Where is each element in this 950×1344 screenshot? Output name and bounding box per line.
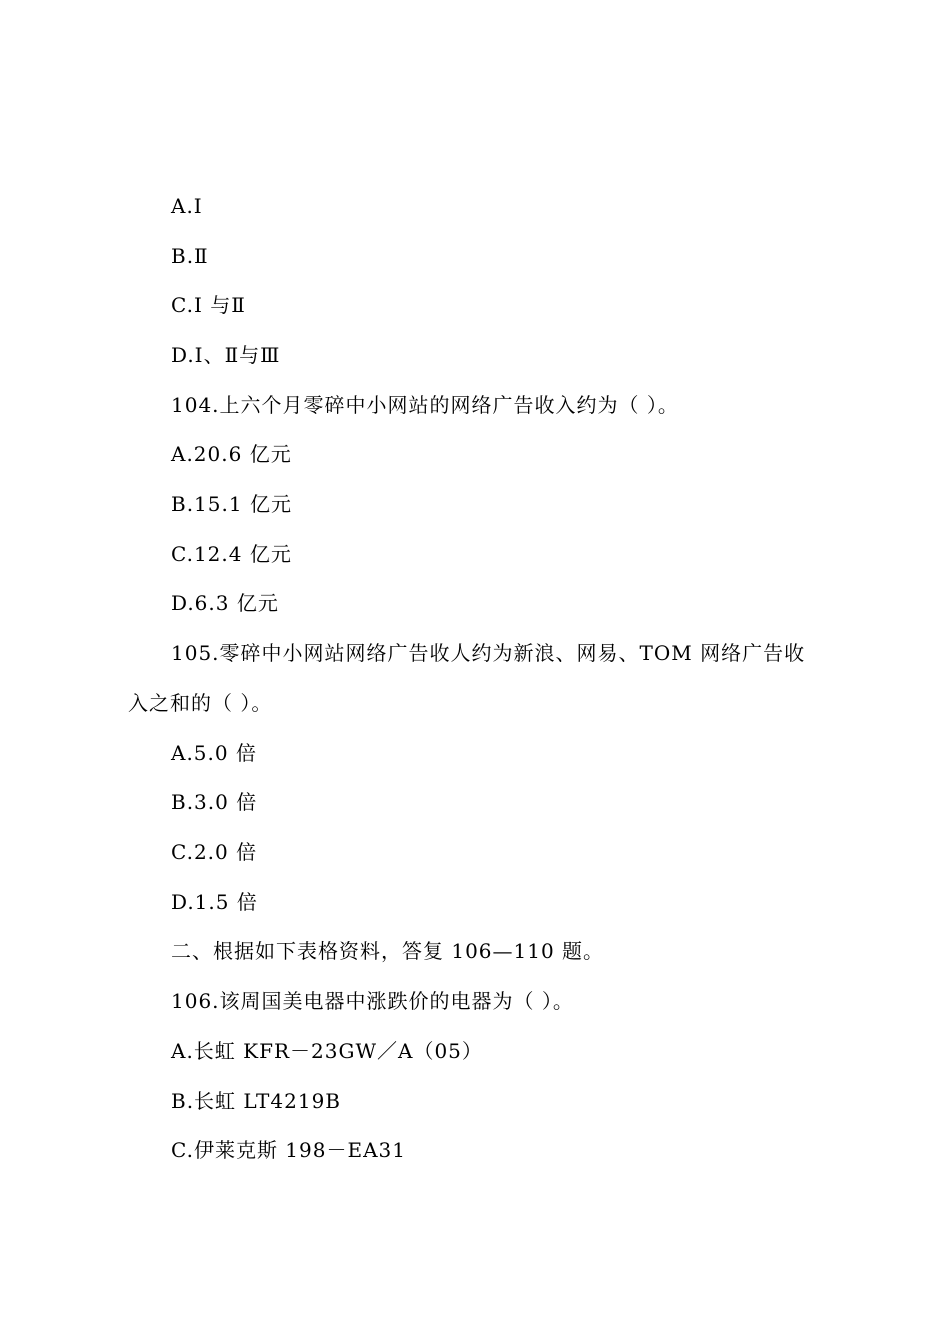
q104-option-c: C.12.4 亿元 bbox=[171, 542, 292, 566]
q106-question: 106.该周国美电器中涨跌价的电器为（ ）。 bbox=[171, 989, 574, 1013]
q105-option-b: B.3.0 倍 bbox=[171, 790, 258, 814]
q103-option-c: C.Ⅰ 与Ⅱ bbox=[171, 293, 246, 317]
q106-option-c: C.伊莱克斯 198－EA31 bbox=[171, 1138, 406, 1162]
q103-option-a: A.Ⅰ bbox=[171, 194, 203, 218]
q106-option-a: A.长虹 KFR－23GW／A（05） bbox=[171, 1039, 483, 1063]
q105-question-line2: 入之和的（ ）。 bbox=[128, 691, 273, 715]
q105-question-line1: 105.零碎中小网站网络广告收人约为新浪、网易、TOM 网络广告收 bbox=[171, 641, 806, 665]
q103-option-b: B.Ⅱ bbox=[171, 244, 209, 268]
q105-option-c: C.2.0 倍 bbox=[171, 840, 258, 864]
q106-option-b: B.长虹 LT4219B bbox=[171, 1089, 341, 1113]
q105-option-a: A.5.0 倍 bbox=[171, 741, 257, 765]
q104-option-d: D.6.3 亿元 bbox=[171, 591, 279, 615]
q103-option-d: D.Ⅰ、Ⅱ与Ⅲ bbox=[171, 343, 281, 367]
q104-option-a: A.20.6 亿元 bbox=[171, 442, 292, 466]
q104-option-b: B.15.1 亿元 bbox=[171, 492, 292, 516]
q105-option-d: D.1.5 倍 bbox=[171, 890, 258, 914]
q104-question: 104.上六个月零碎中小网站的网络广告收入约为（ ）。 bbox=[171, 393, 679, 417]
section-heading: 二、根据如下表格资料，答复 106—110 题。 bbox=[171, 939, 605, 963]
